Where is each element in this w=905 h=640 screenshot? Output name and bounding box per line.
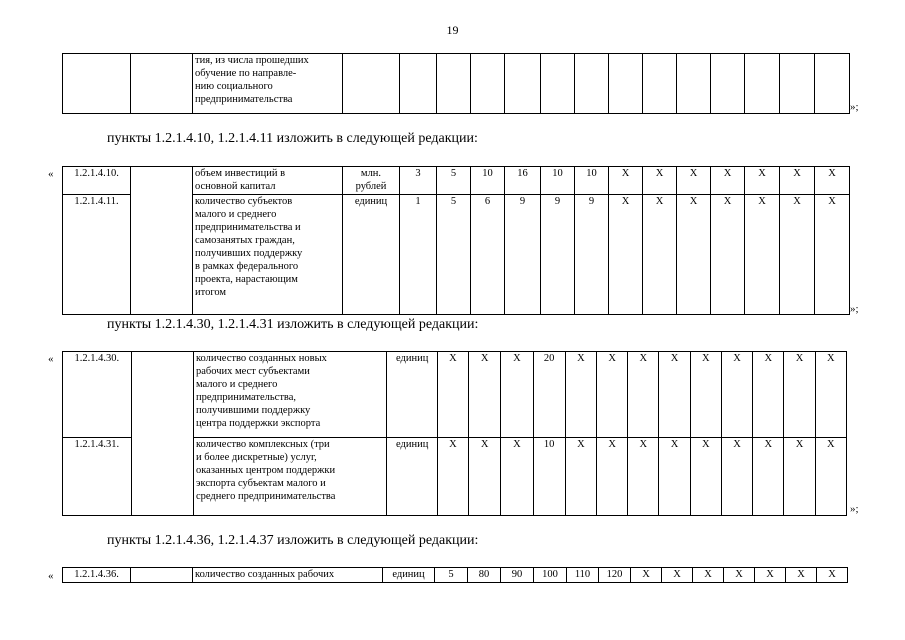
empty-cell <box>131 568 193 583</box>
value-cell: X <box>786 568 817 583</box>
indicator-code: 1.2.1.4.11. <box>63 195 131 315</box>
text-line: млн. <box>360 168 382 179</box>
text-line: малого и среднего <box>195 379 278 390</box>
value-cell: X <box>815 167 850 195</box>
close-quote: »; <box>850 503 859 515</box>
text-line: предпринимательства, <box>195 392 297 403</box>
indicators-table-3 <box>62 567 848 583</box>
empty-cell <box>131 352 193 516</box>
text-line: среднего предпринимательства <box>195 491 336 502</box>
indicator-description <box>193 568 383 583</box>
text-line: количество созданных новых <box>195 353 327 364</box>
value-cell: X <box>565 352 596 438</box>
indicator-description <box>193 438 386 516</box>
text-line: предпринимательства и <box>195 222 301 233</box>
text-line: получивших поддержку <box>195 248 303 259</box>
indicator-code: 1.2.1.4.36. <box>63 568 131 583</box>
value-cell: 10 <box>541 167 575 195</box>
text-line: итогом <box>195 287 227 298</box>
value-cell: X <box>784 352 815 438</box>
text-line: предпринимательства <box>195 94 293 105</box>
text-line: рабочих мест субъектами <box>195 366 310 377</box>
text-line: количество субъектов <box>195 196 293 207</box>
value-cell: X <box>815 195 850 315</box>
value-cell: X <box>780 195 815 315</box>
value-cell: X <box>815 438 846 516</box>
text-line: и более дискретные) услуг, <box>195 452 317 463</box>
indicators-table-2 <box>62 351 847 516</box>
value-cell: 9 <box>541 195 575 315</box>
value-cell: X <box>662 568 693 583</box>
text-line: единиц <box>392 569 425 580</box>
text-line: обучение по направле- <box>195 68 297 79</box>
close-quote: »; <box>850 101 859 113</box>
text-line: нию социального <box>195 81 273 92</box>
text-line: количество созданных рабочих <box>195 569 335 580</box>
indicator-code: 1.2.1.4.31. <box>63 438 132 516</box>
value-cell: X <box>711 195 745 315</box>
value-cell: X <box>690 352 721 438</box>
value-cell: X <box>721 438 752 516</box>
value-cell: X <box>501 352 533 438</box>
value-cell: X <box>609 167 643 195</box>
amendment-heading-3: пункты 1.2.1.4.36, 1.2.1.4.37 изложить в следующей редакции: <box>107 533 479 548</box>
value-cell: X <box>643 195 677 315</box>
table-row <box>63 167 850 195</box>
unit-of-measure <box>343 195 400 315</box>
value-cell: X <box>753 438 784 516</box>
value-cell: 110 <box>567 568 599 583</box>
value-cell: X <box>501 438 533 516</box>
value-cell: X <box>469 438 501 516</box>
text-line: основной капитал <box>195 181 276 192</box>
open-quote: « <box>48 168 54 180</box>
text-line: единиц <box>354 196 388 207</box>
value-cell: 10 <box>575 167 609 195</box>
empty-cell <box>131 167 193 315</box>
text-line: количество комплексных (три <box>195 439 330 450</box>
value-cell: X <box>677 195 711 315</box>
text-line: самозанятых граждан, <box>195 235 295 246</box>
value-cell: X <box>753 352 784 438</box>
value-cell: X <box>755 568 786 583</box>
value-cell: X <box>745 167 780 195</box>
value-cell: X <box>815 352 846 438</box>
text-line: тия, из числа прошедших <box>195 55 309 66</box>
open-quote: « <box>48 570 54 582</box>
close-quote: »; <box>850 303 859 315</box>
indicator-description <box>193 54 343 114</box>
value-cell: X <box>780 167 815 195</box>
value-cell: X <box>721 352 752 438</box>
value-cell: 9 <box>505 195 541 315</box>
open-quote: « <box>48 353 54 365</box>
indicator-description <box>193 352 386 438</box>
value-cell: X <box>690 438 721 516</box>
indicator-description <box>193 167 343 195</box>
unit-of-measure <box>383 568 435 583</box>
table-row <box>63 54 850 114</box>
text-line: объем инвестиций в <box>195 168 286 179</box>
value-cell: 120 <box>599 568 631 583</box>
amendment-heading-1: пункты 1.2.1.4.10, 1.2.1.4.11 изложить в следующей редакции: <box>107 131 478 146</box>
text-line: оказанных центром поддержки <box>195 465 336 476</box>
indicators-table-1 <box>62 166 850 315</box>
value-cell: 10 <box>533 438 565 516</box>
table-row <box>63 568 848 583</box>
table-continued <box>62 53 850 114</box>
value-cell: 10 <box>471 167 505 195</box>
value-cell: X <box>628 438 659 516</box>
value-cell: X <box>469 352 501 438</box>
value-cell: X <box>817 568 848 583</box>
value-cell: X <box>437 352 468 438</box>
value-cell: X <box>631 568 662 583</box>
page-number: 19 <box>446 23 459 37</box>
value-cell: X <box>643 167 677 195</box>
text-line: малого и среднего <box>195 209 277 220</box>
value-cell: X <box>784 438 815 516</box>
text-line: проекта, нарастающим <box>195 274 298 285</box>
value-cell: X <box>659 352 690 438</box>
value-cell: 16 <box>505 167 541 195</box>
value-cell: 20 <box>533 352 565 438</box>
value-cell: 5 <box>435 568 468 583</box>
table-row <box>63 352 847 438</box>
value-cell: X <box>597 438 628 516</box>
amendment-heading-2: пункты 1.2.1.4.30, 1.2.1.4.31 изложить в следующей редакции: <box>107 317 479 332</box>
value-cell: X <box>724 568 755 583</box>
unit-of-measure <box>343 167 400 195</box>
unit-of-measure <box>387 352 437 438</box>
text-line: рублей <box>355 181 387 192</box>
text-line: получившими поддержку <box>195 405 311 416</box>
value-cell: X <box>711 167 745 195</box>
value-cell: 6 <box>471 195 505 315</box>
value-cell: X <box>693 568 724 583</box>
value-cell: X <box>609 195 643 315</box>
indicator-code: 1.2.1.4.10. <box>63 167 131 195</box>
value-cell: X <box>677 167 711 195</box>
text-line: в рамках федерального <box>195 261 299 272</box>
value-cell: X <box>745 195 780 315</box>
unit-of-measure <box>387 438 437 516</box>
text-line: единиц <box>395 439 429 450</box>
text-line: единиц <box>395 353 429 364</box>
value-cell: X <box>437 438 468 516</box>
value-cell: 5 <box>437 195 471 315</box>
value-cell: 80 <box>468 568 501 583</box>
value-cell: X <box>628 352 659 438</box>
value-cell: 100 <box>534 568 567 583</box>
value-cell: X <box>565 438 596 516</box>
value-cell: 3 <box>400 167 437 195</box>
text-line: экспорта субъектам малого и <box>195 478 326 489</box>
indicator-description <box>193 195 343 315</box>
value-cell: 90 <box>501 568 534 583</box>
value-cell: X <box>659 438 690 516</box>
value-cell: 9 <box>575 195 609 315</box>
text-line: центра поддержки экспорта <box>195 418 321 429</box>
value-cell: 5 <box>437 167 471 195</box>
value-cell: X <box>597 352 628 438</box>
indicator-code: 1.2.1.4.30. <box>63 352 132 438</box>
value-cell: 1 <box>400 195 437 315</box>
